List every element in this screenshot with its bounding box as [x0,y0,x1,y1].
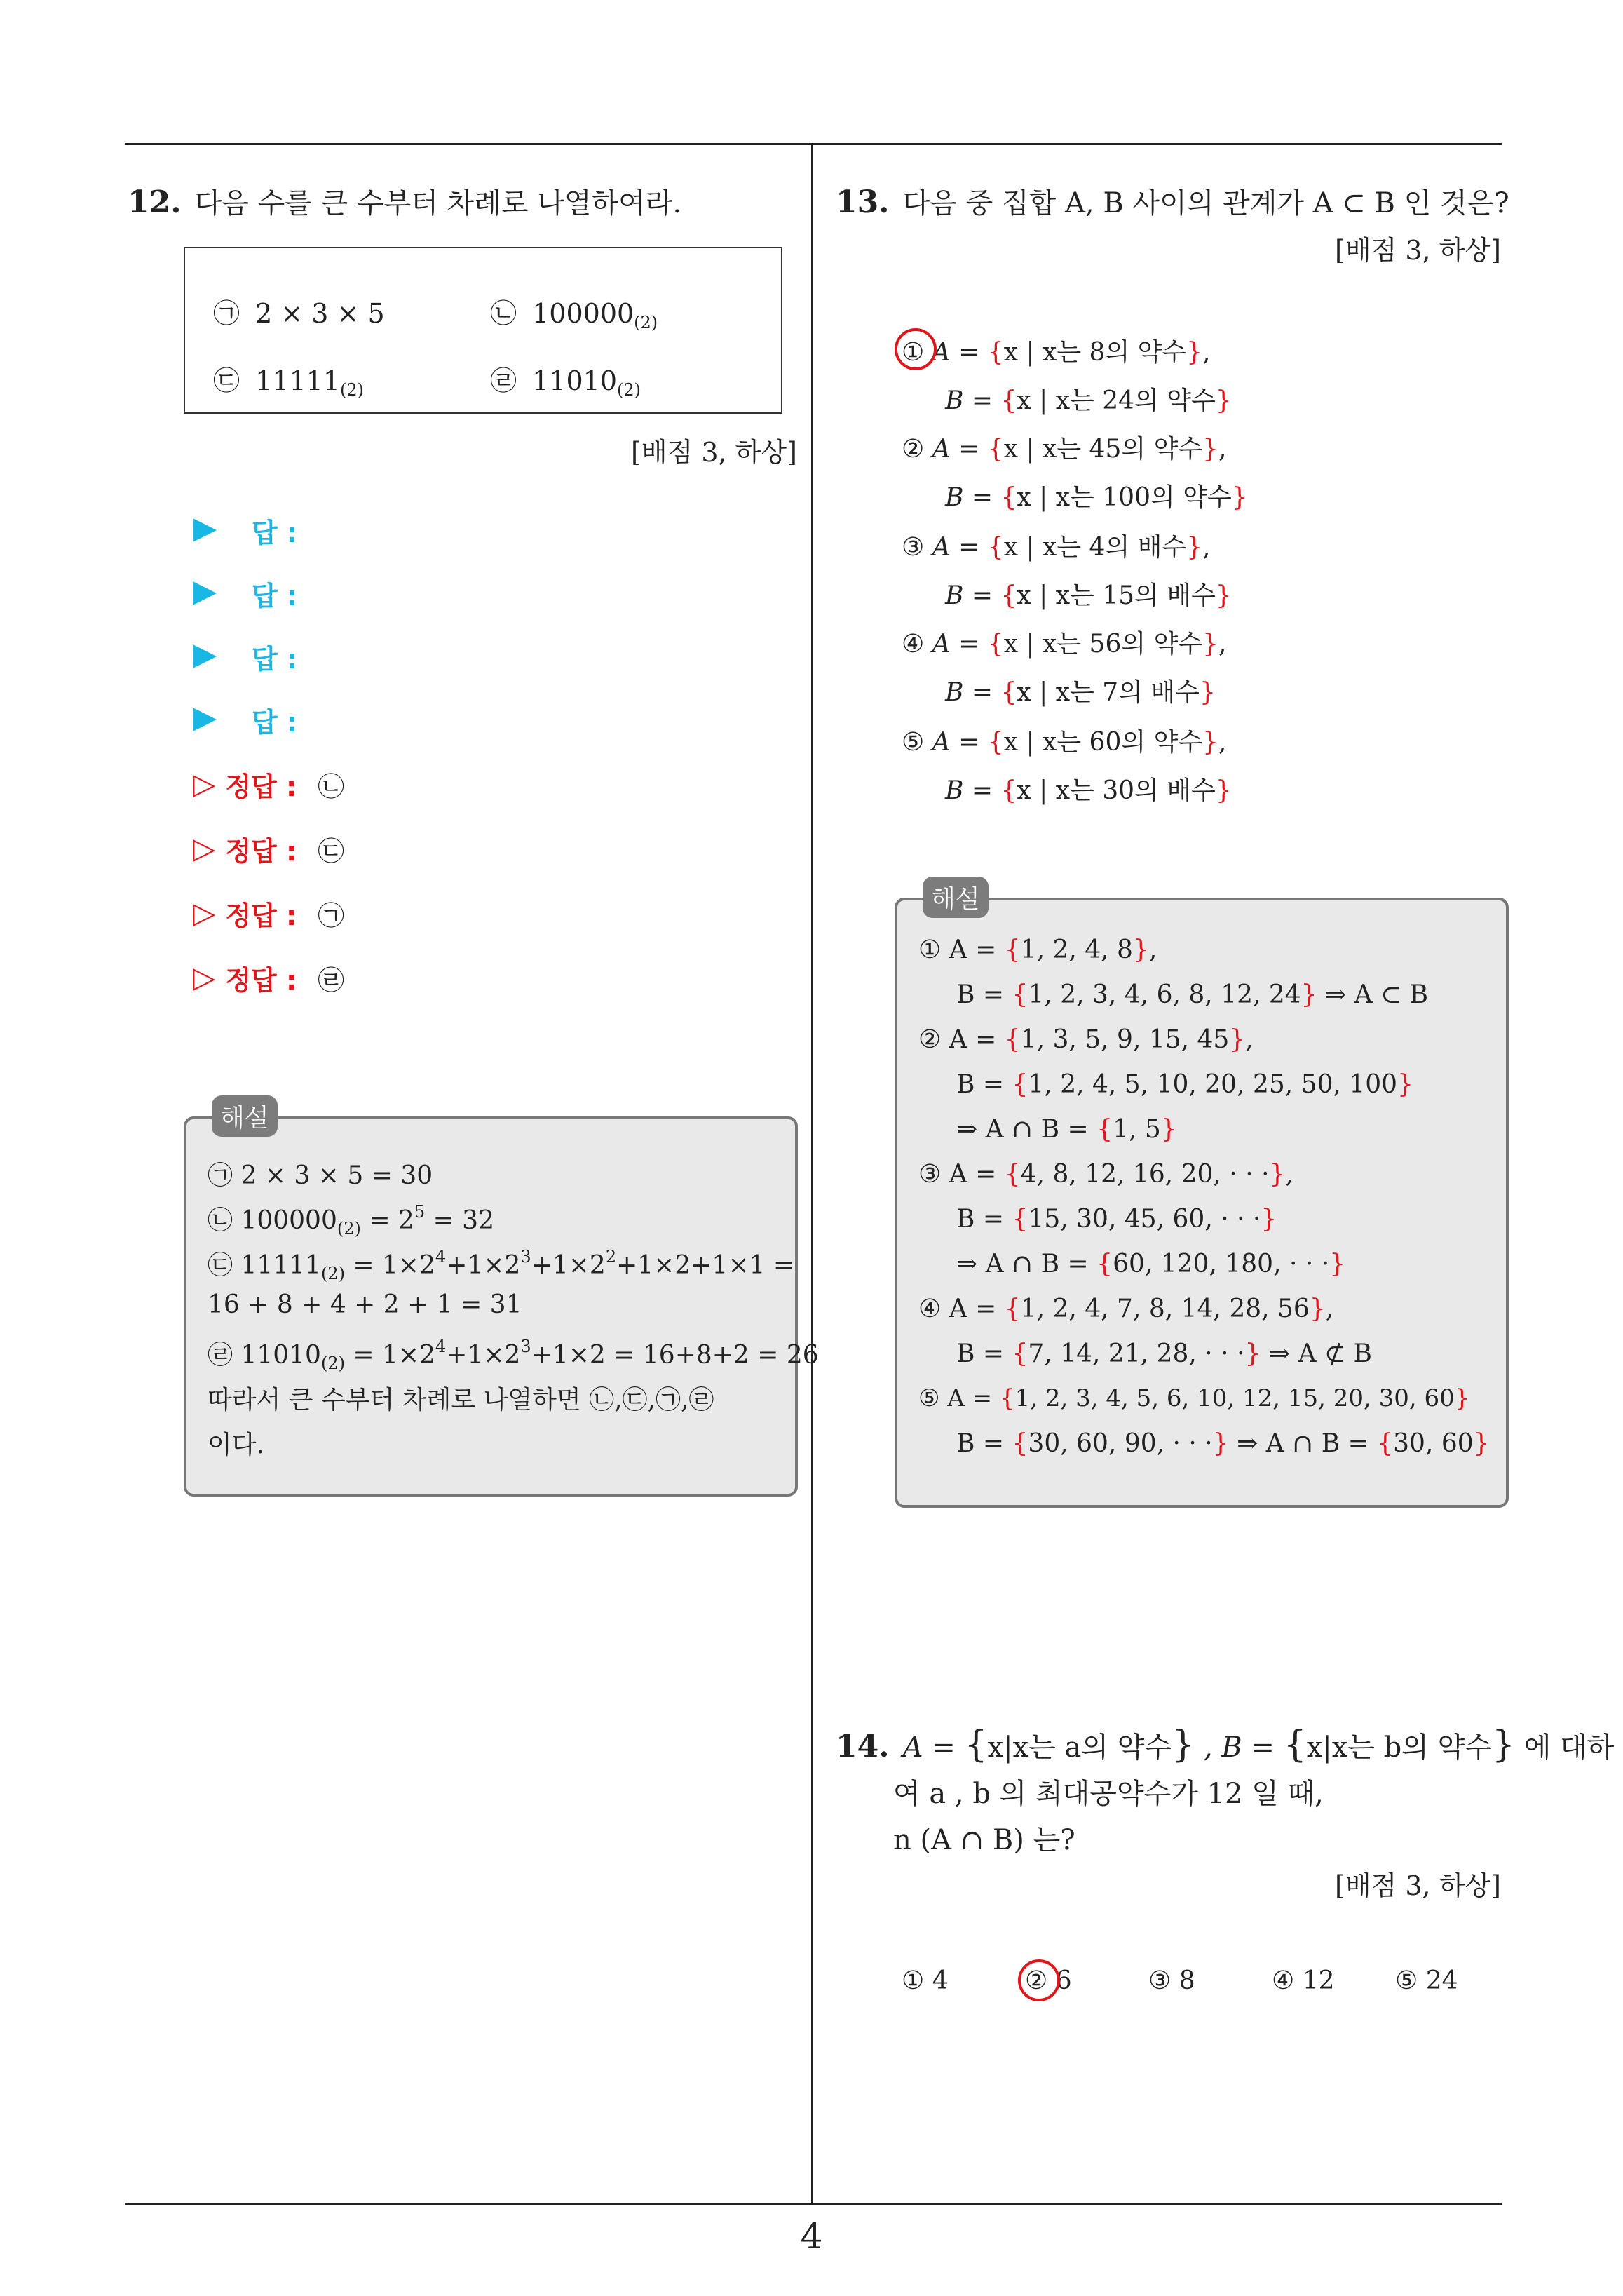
option-a-set: x | x는 60의 약수 [1003,728,1203,757]
expl-set: 4, 8, 12, 16, 20, · · · [1020,1160,1270,1189]
expl-set2: 30, 60 [1393,1429,1474,1458]
bottom-rule [125,2203,1502,2205]
q12-expl-l2c: = 32 [425,1206,494,1235]
q12-expl-l5a: ㉣ 11010 [208,1341,321,1370]
q14-number: 14. [836,1729,890,1764]
q12-expl-l5c: +1×2 [446,1341,521,1370]
option-mark: ③ [902,533,925,562]
q12-expl-line-1: ㉠ 2 × 3 × 5 = 30 [208,1161,433,1190]
q12-key-row-4 [193,958,344,997]
q13-expl-line-5: ⇒ A ∩ B = {1, 5} [956,1115,1177,1144]
q13-expl-line-1: ① A = {1, 2, 4, 8}, [918,936,1157,964]
option-b-prefix: B = [945,483,1001,512]
q12-item-3-value: 11111 [255,365,340,396]
q12-key-row-3 [193,893,344,933]
outline-triangle-icon: ▷ [193,767,216,801]
q14-l1b: , B = [1195,1731,1284,1764]
q12-item-3-mark: ㉢ [213,365,240,396]
q14-l1c: 에 대하 [1515,1731,1615,1764]
q14-l1a: A = [902,1731,965,1764]
key-label: 정답 : [225,771,297,802]
q12-item-3 [213,359,364,400]
option-mark: ⑤ [902,728,925,757]
option-mark: ② [902,435,925,464]
q12-items-box [184,247,782,414]
q12-expl-l3d: +1×2 [531,1251,606,1280]
q12-score: [배점 3, 하상] [631,437,797,468]
expl-set: 1, 2, 4, 8 [1020,936,1133,964]
q12-question [128,181,681,221]
key-value: ㉡ [318,771,345,802]
q13-expl-line-3: ② A = {1, 3, 5, 9, 15, 45}, [918,1025,1254,1054]
q12-item-4-value: 11010 [532,365,617,396]
q13-expl-line-10: B = {7, 14, 21, 28, · · ·} ⇒ A ⊄ B [956,1339,1372,1368]
q13-expl-line-12: B = {30, 60, 90, · · ·} ⇒ A ∩ B = {30, 60} [956,1429,1490,1458]
option-b-prefix: B = [945,776,1001,805]
expl-pre: ④ A = [918,1295,1005,1323]
q13-expl-line-11: ⑤ A = {1, 2, 3, 4, 5, 6, 10, 12, 15, 20, 30, 60} [918,1384,1470,1412]
q12-expl-l3a: ㉢ 11111 [208,1251,321,1280]
q12-item-4 [490,359,641,400]
key-value: ㉠ [318,900,345,931]
q14-l1set: x|x는 a의 약수 [987,1731,1172,1764]
q14-line-2: 여 a , b 의 최대공약수가 12 일 때, [893,1778,1324,1810]
expl-set: 1, 5 [1113,1115,1161,1144]
option-a-set: x | x는 45의 약수 [1003,435,1203,464]
play-triangle-icon [193,518,217,542]
q14-line-1: A = {x|x는 a의 약수} , B = {x|x는 b의 약수} 에 대하 [902,1724,1615,1766]
option-a-prefix: A = [932,435,988,464]
q12-expl-l2a: ㉡ 100000 [208,1206,337,1235]
q12-expl-l5s1: 4 [435,1337,447,1356]
expl-pre: B = [956,980,1012,1009]
outline-triangle-icon: ▷ [193,960,216,994]
key-label: 정답 : [225,900,297,931]
q12-expl-line-5 [208,1335,819,1373]
q12-text: 다음 수를 큰 수부터 차례로 나열하여라. [194,187,682,220]
q12-item-1-value: 2 × 3 × 5 [255,298,385,329]
q12-item-3-sub: (2) [340,380,364,400]
q13-expl-line-6: ③ A = {4, 8, 12, 16, 20, · · ·}, [918,1160,1293,1189]
q12-key-row-1 [193,764,344,804]
q12-expl-l3c: +1×2 [446,1251,521,1280]
q12-key-row-2 [193,829,344,868]
answer-label: 답 : [252,706,298,738]
q12-item-4-sub: (2) [617,380,641,400]
q12-expl-l3s3: 2 [605,1247,617,1267]
q13-question [836,181,1509,221]
q12-expl-l5s2: 3 [520,1337,531,1356]
expl-set: 60, 120, 180, · · · [1113,1250,1330,1278]
q14-line-3: n (A ∩ B) 는? [893,1824,1075,1856]
option-b-set: x | x는 30의 배수 [1017,776,1216,805]
q12-item-1-mark: ㉠ [213,298,240,329]
q12-item-2-sub: (2) [634,313,658,332]
expl-post: , [1245,1025,1254,1054]
expl-set: 1, 3, 5, 9, 15, 45 [1020,1025,1230,1054]
top-rule [125,143,1502,145]
expl-pre: ③ A = [918,1160,1005,1189]
q12-expl-line-6: 따라서 큰 수부터 차례로 나열하면 ㉡,㉢,㉠,㉣ [208,1386,714,1414]
expl-set: 1, 2, 4, 7, 8, 14, 28, 56 [1020,1295,1310,1323]
q12-expl-l5d: +1×2 = 16+8+2 = 26 [531,1341,819,1370]
q14-question [836,1724,1614,1766]
answer-label: 답 : [252,580,298,612]
expl-post: , [1285,1160,1293,1189]
q12-item-2-mark: ㉡ [490,298,517,329]
q12-explanation-box [184,1116,819,1497]
selected-answer-circle-icon [1018,1959,1060,2001]
option-b-prefix: B = [945,581,1001,610]
q12-expl-l3sub: (2) [320,1264,345,1283]
q12-expl-l3s1: 4 [435,1247,447,1267]
q13-expl-line-9: ④ A = {1, 2, 4, 7, 8, 14, 28, 56}, [918,1295,1334,1323]
q12-expl-l3e: +1×2+1×1 = [616,1251,795,1280]
q14-option-4[interactable]: ④ 12 [1272,1966,1335,1995]
q13-explanation-box [895,898,1509,1508]
q13-expl-line-8: ⇒ A ∩ B = {60, 120, 180, · · ·} [956,1250,1346,1278]
option-a-prefix: A = [932,338,988,367]
expl-post: ⇒ A ∩ B = [1228,1429,1378,1458]
q12-answer-row-2[interactable] [193,574,297,613]
q12-item-4-mark: ㉣ [490,365,517,396]
q12-number: 12. [128,184,182,220]
expl-pre: ⑤ A = [918,1384,1000,1412]
q13-expl-line-2: B = {1, 2, 3, 4, 6, 8, 12, 24} ⇒ A ⊂ B [956,980,1429,1009]
answer-label: 답 : [252,517,298,548]
q12-item-1 [213,292,385,330]
expl-post: ⇒ A ⊄ B [1261,1339,1372,1368]
key-value: ㉢ [318,835,345,867]
option-a-set: x | x는 4의 배수 [1003,533,1187,562]
option-a-prefix: A = [932,630,988,659]
q13-option-2[interactable]: ② A = {x | x는 45의 약수}, B = {x | x는 100의 약수} [902,435,1248,512]
option-b-set: x | x는 7의 배수 [1017,678,1200,707]
key-label: 정답 : [225,835,297,867]
expl-post: , [1325,1295,1334,1323]
option-b-prefix: B = [945,386,1001,415]
expl-pre: B = [956,1205,1012,1234]
q12-item-2-value: 100000 [532,298,634,329]
expl-set: 1, 2, 3, 4, 5, 6, 10, 12, 15, 20, 30, 60 [1014,1384,1455,1412]
key-value: ㉣ [318,964,345,996]
q12-expl-l5b: = 1×2 [344,1341,435,1370]
outline-triangle-icon: ▷ [193,896,216,930]
q14-option-5[interactable]: ⑤ 24 [1395,1966,1458,1995]
q13-option-4[interactable]: ④ A = {x | x는 56의 약수}, B = {x | x는 7의 배수} [902,630,1227,707]
expl-pre: ⇒ A ∩ B = [956,1250,1097,1278]
play-triangle-icon [193,581,217,605]
expl-post: , [1148,936,1157,964]
q12-expl-line-3 [208,1245,794,1283]
option-mark: ④ [902,630,925,659]
q14-option-3[interactable]: ③ 8 [1148,1966,1195,1995]
q12-expl-l2sub: (2) [337,1219,361,1238]
expl-set: 1, 2, 4, 5, 10, 20, 25, 50, 100 [1028,1070,1398,1099]
option-b-set: x | x는 24의 약수 [1017,386,1216,415]
play-triangle-icon [193,708,217,731]
expl-pre: ② A = [918,1025,1005,1054]
q12-expl-l5sub: (2) [320,1353,345,1373]
option-a-set: x | x는 56의 약수 [1003,630,1203,659]
option-a-prefix: A = [932,533,988,562]
page-number: 4 [800,2216,823,2257]
q12-expl-l3s2: 3 [520,1247,531,1267]
q13-explanation-tag: 해설 [923,877,989,918]
play-triangle-icon [193,644,217,668]
q13-option-3[interactable]: ③ A = {x | x는 4의 배수}, B = {x | x는 15의 배수} [902,533,1232,610]
q14-l1set2: x|x는 b의 약수 [1306,1731,1492,1764]
column-divider [811,144,813,2203]
q13-expl-line-7: B = {15, 30, 45, 60, · · ·} [956,1205,1277,1234]
q12-explanation-tag: 해설 [212,1095,278,1137]
option-mark: ① [902,338,925,367]
expl-pre: B = [956,1429,1012,1458]
q12-expl-l3b: = 1×2 [344,1251,435,1280]
expl-pre: B = [956,1339,1012,1368]
expl-post: ⇒ A ⊂ B [1317,980,1429,1009]
q12-answer-row-1[interactable] [193,511,297,550]
option-b-set: x | x는 15의 배수 [1017,581,1216,610]
q13-number: 13. [836,184,890,220]
q13-score: [배점 3, 하상] [1335,235,1501,266]
option-b-set: x | x는 100의 약수 [1017,483,1232,512]
q12-item-2 [490,292,658,332]
selected-answer-circle-icon [895,328,937,370]
q12-answer-row-4[interactable] [193,700,297,739]
option-b-prefix: B = [945,678,1001,707]
expl-set: 7, 14, 21, 28, · · · [1028,1339,1245,1368]
outline-triangle-icon: ▷ [193,831,216,865]
expl-pre: ① A = [918,936,1005,964]
answer-label: 답 : [252,643,298,675]
q14-option-2[interactable]: ② 6 [1025,1966,1072,1995]
q13-expl-line-4: B = {1, 2, 4, 5, 10, 20, 25, 50, 100} [956,1070,1413,1099]
q13-text: 다음 중 집합 A, B 사이의 관계가 A ⊂ B 인 것은? [902,187,1509,220]
q14-option-1[interactable]: ① 4 [902,1966,949,1995]
q14-score: [배점 3, 하상] [1335,1870,1501,1901]
expl-pre: B = [956,1070,1012,1099]
expl-set: 1, 2, 3, 4, 6, 8, 12, 24 [1028,980,1301,1009]
option-a-prefix: A = [932,728,988,757]
expl-pre: ⇒ A ∩ B = [956,1115,1097,1144]
q13-option-1[interactable]: ① A = {x | x는 8의 약수}, B = {x | x는 24의 약수} [902,338,1232,415]
q13-option-5[interactable]: ⑤ A = {x | x는 60의 약수}, B = {x | x는 30의 배수} [902,728,1232,805]
q12-expl-l2sup: 5 [414,1202,426,1222]
option-a-set: x | x는 8의 약수 [1003,338,1187,367]
q12-expl-l2b: = 2 [360,1206,414,1235]
q12-answer-row-3[interactable] [193,637,297,676]
q12-expl-line-7: 이다. [208,1431,264,1459]
q12-expl-line-2 [208,1201,494,1238]
expl-set: 15, 30, 45, 60, · · · [1028,1205,1261,1234]
key-label: 정답 : [225,964,297,996]
q12-expl-line-4: 16 + 8 + 4 + 2 + 1 = 31 [208,1290,522,1319]
expl-set: 30, 60, 90, · · · [1028,1429,1213,1458]
